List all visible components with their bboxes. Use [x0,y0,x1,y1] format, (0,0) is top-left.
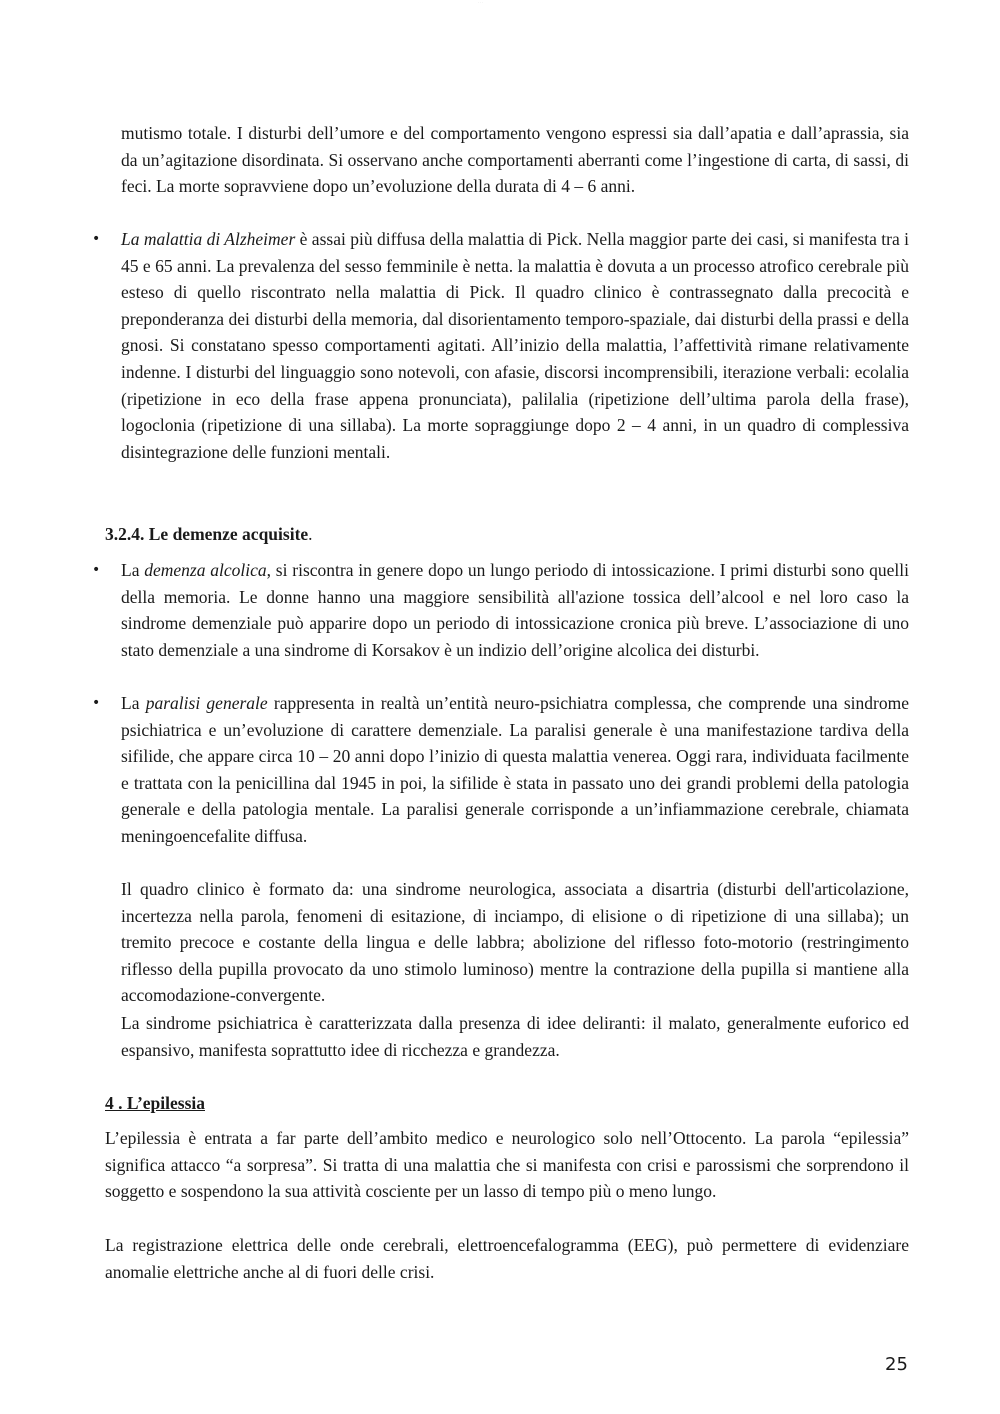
alcolica-text: , si riscontra in genere dopo un lungo periodo di intossicazione. I primi disturbi sono quelli della memoria. Le donne hanno una maggiore sensibilità all'azione tossica dell’alcool e nel loro caso la sindrome demenziale può apparire dopo un periodo di intossicazione cronica più breve. L’associazione di uno stato demenziale a una sindrome di Korsakov è un indizio dell’origine alcolica dei disturbi. [121,560,909,660]
paralisi-lead: La [121,693,146,713]
bullet-paralisi: • [92,695,101,711]
subsection-title: 3.2.4. Le demenze acquisite [105,524,309,544]
paralisi-clinical-paragraph: Il quadro clinico è formato da: una sindrome neurologica, associata a disartria (disturbi dell'articolazione, incertezza nella parola, fenomeni di esitazione, di inciampo, di elisione o di ripetizione di una sillaba); un tremito precoce e costante della lingua e delle labbra; abolizione del riflesso foto-motorio (restringimento riflesso della pupilla provocato da uno stimolo luminoso) mentre la contrazione della pupilla si mantiene alla accomodazione-convergente. [121,879,909,1006]
alzheimer-paragraph [121,226,909,465]
alcolica-paragraph [121,557,909,663]
paralisi-psychiatric-paragraph: La sindrome psichiatrica è caratterizzata dalla presenza di idee deliranti: il malato, generalmente euforico ed espansivo, manifesta soprattutto idee di ricchezza e grandezza. [121,1013,909,1060]
alzheimer-text: è assai più diffusa della malattia di Pick. Nella maggior parte dei casi, si manifesta tra i 45 e 65 anni. La prevalenza del sesso femminile è netta. la malattia è dovuta a un processo atrofico cerebrale più esteso di quello riscontrato nella malattia di Pick. Il quadro clinico è contrassegnato dalla precocità e preponderanza dei disturbi della memoria, dal disorientamento temporo-spaziale, dai disturbi della prassi e della gnosi. Si constatano spesso comportamenti agitati. All’inizio della malattia, l’affettività rimane relativamente indenne. I disturbi del linguaggio sono notevoli, con afasie, discorsi incomprensibili, iterazione verbali: ecolalia (ripetizione in eco della frase appena pronunciata), palilalia (ripetizione dell’ultima parola della frase), logoclonia (ripetizione di una sillaba). La morte sopraggiunge dopo 2 – 4 anni, in un quadro di complessiva disintegrazione delle funzioni mentali. [121,229,909,462]
paralisi-term: paralisi generale [145,693,268,713]
alzheimer-term: La malattia di Alzheimer [121,229,296,249]
alcolica-term: demenza alcolica [144,560,267,580]
epilessia-paragraph-2: La registrazione elettrica delle onde cerebrali, elettroencefalogramma (EEG), può permettere di evidenziare anomalie elettriche anche al di fuori delle crisi. [105,1235,909,1282]
bullet-alzheimer: • [92,231,101,247]
subsection-heading [105,521,313,547]
alcolica-lead: La [121,560,145,580]
header-mark: · · · [478,0,483,4]
subsection-tail: . [308,524,313,544]
paralisi-paragraph [121,690,909,850]
intro-continuation: mutismo totale. I disturbi dell’umore e del comportamento vengono espressi sia dall’apatia e dall’aprassia, sia da un’agitazione disordinata. Si osservano anche comportamenti aberranti come l’ingestione di carta, di sassi, di feci. La morte sopravviene dopo un’evoluzione della durata di 4 – 6 anni. [121,123,909,197]
epilessia-paragraph-1: L’epilessia è entrata a far parte dell’ambito medico e neurologico solo nell’Ottocento. La parola “epilessia” significa attacco “a sorpresa”. Si tratta di una malattia che si manifesta con crisi e parossismi che sorprendono il soggetto e sospendono la sua attività cosciente per un lasso di tempo più o meno lungo. [105,1128,909,1202]
page-number: 25 [885,1354,908,1375]
section-title: 4 . L’epilessia [105,1093,205,1113]
bullet-alcolica: • [92,562,101,578]
paralisi-text: rappresenta in realtà un’entità neuro-psichiatra complessa, che comprende una sindrome psichiatrica e un’evoluzione di carattere demenziale. La paralisi generale è una manifestazione tardiva della sifilide, che appare circa 10 – 20 anni dopo l’inizio di questa malattia venerea. Oggi rara, individuata facilmente e trattata con la penicillina dal 1945 in poi, la sifilide è stata in passato uno dei grandi problemi della patologia generale e della patologia mentale. La paralisi generale corrisponde a un’infiammazione cerebrale, chiamata meningoencefalite diffusa. [121,693,909,846]
